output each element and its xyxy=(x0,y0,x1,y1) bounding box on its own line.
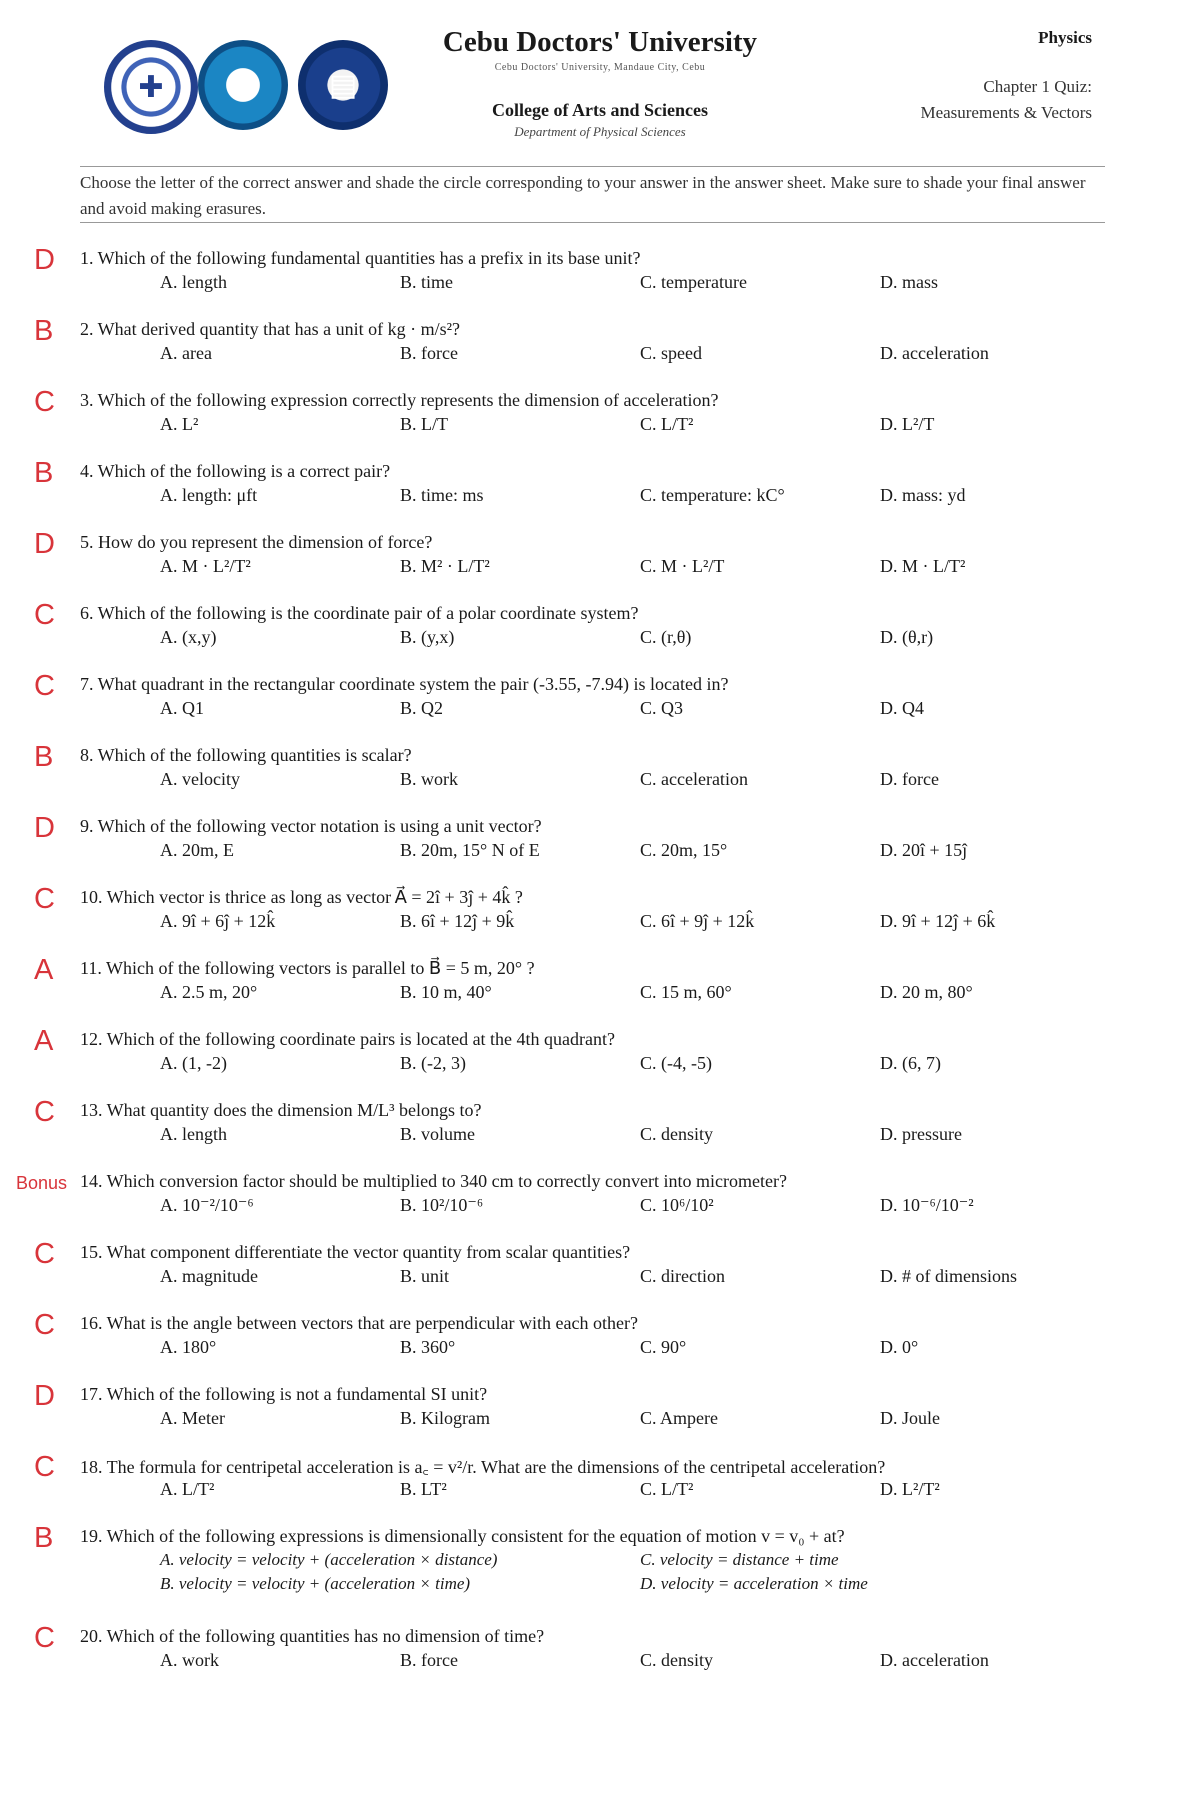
option-d: D. L²/T² xyxy=(880,1479,940,1499)
question-text: 17. Which of the following is not a fundamental SI unit? xyxy=(80,1384,488,1404)
option-a: A. L/T² xyxy=(160,1479,215,1499)
question-item xyxy=(0,664,1200,735)
question-item xyxy=(0,877,1200,948)
question-item xyxy=(0,1303,1200,1374)
option-c: C. (-4, -5) xyxy=(640,1053,712,1073)
question-text: 3. Which of the following expression correctly represents the dimension of acceleration? xyxy=(80,390,719,410)
option-c: C. 15 m, 60° xyxy=(640,982,732,1002)
option-d: D. pressure xyxy=(880,1124,962,1144)
answer-mark: A xyxy=(34,954,54,986)
answer-mark: C xyxy=(34,1096,55,1128)
option-b: B. M² · L/T² xyxy=(400,556,490,576)
option-c: C. 90° xyxy=(640,1337,687,1357)
question-item xyxy=(0,1616,1200,1687)
question-text: 1. Which of the following fundamental quantities has a prefix in its base unit? xyxy=(80,248,641,268)
answer-mark: A xyxy=(34,1025,54,1057)
option-d: D. mass xyxy=(880,272,938,292)
option-b: B. Kilogram xyxy=(400,1408,490,1428)
option-c: C. 20m, 15° xyxy=(640,840,728,860)
subject-label: Physics xyxy=(1038,28,1092,47)
option-c: C. 10⁶/10² xyxy=(640,1195,714,1215)
university-seal-logo xyxy=(104,40,198,134)
question-item xyxy=(0,1232,1200,1303)
question-item xyxy=(0,522,1200,593)
university-address: Cebu Doctors' University, Mandaue City, Cebu xyxy=(494,62,706,73)
answer-mark: C xyxy=(34,386,55,418)
option-a: A. 9î + 6ĵ + 12k̂ xyxy=(160,911,276,931)
university-name: Cebu Doctors' University xyxy=(442,26,758,58)
option-a: A. Q1 xyxy=(160,698,204,718)
college-seal-logo xyxy=(198,40,288,130)
answer-mark: B xyxy=(34,457,54,489)
question-text: 9. Which of the following vector notation is using a unit vector? xyxy=(80,816,542,836)
answer-mark: D xyxy=(34,244,55,276)
answer-mark: C xyxy=(34,1451,55,1483)
option-b: B. 6î + 12ĵ + 9k̂ xyxy=(400,911,515,931)
question-item xyxy=(0,380,1200,451)
answer-mark: C xyxy=(34,1622,55,1654)
question-text: 12. Which of the following coordinate pairs is located at the 4th quadrant? xyxy=(80,1029,616,1049)
question-text: 10. Which vector is thrice as long as vector A⃗ = 2î + 3ĵ + 4k̂ ? xyxy=(80,887,523,907)
option-c: C. (r,θ) xyxy=(640,627,692,647)
option-b: B. time xyxy=(400,272,453,292)
option-a: A. velocity = velocity + (acceleration × distance) xyxy=(160,1550,498,1569)
option-b: B. 20m, 15° N of E xyxy=(400,840,540,860)
option-c: C. L/T² xyxy=(640,1479,694,1499)
option-c: C. 6î + 9ĵ + 12k̂ xyxy=(640,911,755,931)
question-item xyxy=(0,1161,1200,1232)
option-b: B. volume xyxy=(400,1124,475,1144)
option-c: C. temperature xyxy=(640,272,747,292)
seal-emblem-icon: ✚ xyxy=(138,69,164,105)
answer-mark: B xyxy=(34,741,54,773)
question-item xyxy=(0,1019,1200,1090)
question-text: 15. What component differentiate the vector quantity from scalar quantities? xyxy=(80,1242,631,1262)
question-text: 8. Which of the following quantities is scalar? xyxy=(80,745,412,765)
department-name: Department of Physical Sciences xyxy=(514,124,686,139)
option-a: A. velocity xyxy=(160,769,240,789)
option-a: A. 2.5 m, 20° xyxy=(160,982,258,1002)
question-text: 2. What derived quantity that has a unit of kg · m/s²? xyxy=(80,319,460,339)
option-d: D. acceleration xyxy=(880,343,989,363)
divider-bottom xyxy=(80,222,1105,223)
answer-mark: D xyxy=(34,528,55,560)
question-item xyxy=(0,1374,1200,1445)
college-name: College of Arts and Sciences xyxy=(492,100,708,120)
answer-mark: B xyxy=(34,1522,54,1554)
option-b: B. (y,x) xyxy=(400,627,455,647)
question-item xyxy=(0,451,1200,522)
answer-mark: B xyxy=(34,315,54,347)
question-text: 13. What quantity does the dimension M/L³ belongs to? xyxy=(80,1100,482,1120)
question-text: 6. Which of the following is the coordinate pair of a polar coordinate system? xyxy=(80,603,639,623)
option-c: C. Ampere xyxy=(640,1408,718,1428)
option-a: A. length: μft xyxy=(160,485,258,505)
option-a: A. (1, -2) xyxy=(160,1053,227,1073)
answer-mark: C xyxy=(34,1309,55,1341)
question-item xyxy=(0,1445,1200,1516)
question-item xyxy=(0,309,1200,380)
document-header xyxy=(0,0,1200,160)
option-d: D. 10⁻⁶/10⁻² xyxy=(880,1195,974,1215)
option-d: D. 9î + 12ĵ + 6k̂ xyxy=(880,911,996,931)
chapter-line-2: Measurements & Vectors xyxy=(920,103,1092,122)
question-item xyxy=(0,238,1200,309)
option-b: B. L/T xyxy=(400,414,448,434)
seal-book-icon: ▤ xyxy=(328,67,358,103)
option-d: D. (6, 7) xyxy=(880,1053,941,1073)
option-d: D. (θ,r) xyxy=(880,627,934,647)
question-item xyxy=(0,1090,1200,1161)
question-item xyxy=(0,735,1200,806)
question-item xyxy=(0,948,1200,1019)
option-a: A. length xyxy=(160,272,227,292)
option-c: C. Q3 xyxy=(640,698,684,718)
question-text: 11. Which of the following vectors is parallel to B⃗ = 5 m, 20° ? xyxy=(80,958,535,978)
option-d: D. velocity = acceleration × time xyxy=(640,1574,868,1593)
answer-mark: D xyxy=(34,1380,55,1412)
seal-wave-icon: ◐ xyxy=(229,67,257,103)
chapter-title xyxy=(920,74,1092,126)
option-b: B. Q2 xyxy=(400,698,444,718)
department-seal-logo xyxy=(298,40,388,130)
option-d: D. M · L/T² xyxy=(880,556,966,576)
option-b: B. force xyxy=(400,1650,458,1670)
option-c: C. L/T² xyxy=(640,414,694,434)
question-list xyxy=(0,238,1200,1687)
option-b: B. 10²/10⁻⁶ xyxy=(400,1195,484,1215)
question-item xyxy=(0,1516,1200,1616)
answer-mark: C xyxy=(34,1238,55,1270)
option-d: D. mass: yd xyxy=(880,485,966,505)
answer-mark: C xyxy=(34,670,55,702)
option-c: C. temperature: kC° xyxy=(640,485,785,505)
option-a: A. (x,y) xyxy=(160,627,217,647)
option-c: C. density xyxy=(640,1650,714,1670)
answer-mark: C xyxy=(34,883,55,915)
option-d: D. # of dimensions xyxy=(880,1266,1017,1286)
option-c: C. speed xyxy=(640,343,702,363)
divider-top xyxy=(80,166,1105,167)
option-c: C. direction xyxy=(640,1266,725,1286)
option-d: D. L²/T xyxy=(880,414,935,434)
answer-mark: Bonus xyxy=(16,1173,68,1193)
option-a: A. 10⁻²/10⁻⁶ xyxy=(160,1195,254,1215)
chapter-line-1: Chapter 1 Quiz: xyxy=(983,77,1092,96)
question-text: 7. What quadrant in the rectangular coordinate system the pair (-3.55, -7.94) is located in? xyxy=(80,674,729,694)
option-c: C. velocity = distance + time xyxy=(640,1550,839,1569)
question-text: 14. Which conversion factor should be multiplied to 340 cm to correctly convert into micrometer? xyxy=(80,1171,787,1191)
option-b: B. velocity = velocity + (acceleration × time) xyxy=(160,1574,471,1593)
option-a: A. 20m, E xyxy=(160,840,234,860)
answer-mark: C xyxy=(34,599,55,631)
option-c: C. acceleration xyxy=(640,769,748,789)
option-a: A. area xyxy=(160,343,212,363)
answer-mark: D xyxy=(34,812,55,844)
option-b: B. unit xyxy=(400,1266,450,1286)
option-d: D. 20î + 15ĵ xyxy=(880,840,968,860)
option-a: A. 180° xyxy=(160,1337,217,1357)
question-item xyxy=(0,593,1200,664)
option-d: D. 0° xyxy=(880,1337,919,1357)
option-b: B. work xyxy=(400,769,458,789)
question-item xyxy=(0,806,1200,877)
option-a: A. L² xyxy=(160,414,199,434)
option-d: D. 20 m, 80° xyxy=(880,982,973,1002)
question-text: 19. Which of the following expressions is dimensionally consistent for the equation of motion v = v₀ + at? xyxy=(80,1526,845,1546)
option-b: B. force xyxy=(400,343,458,363)
option-b: B. LT² xyxy=(400,1479,447,1499)
option-a: A. work xyxy=(160,1650,219,1670)
option-c: C. M · L²/T xyxy=(640,556,725,576)
question-text: 4. Which of the following is a correct pair? xyxy=(80,461,391,481)
option-b: B. (-2, 3) xyxy=(400,1053,466,1073)
option-b: B. time: ms xyxy=(400,485,484,505)
instructions-text: Choose the letter of the correct answer and shade the circle corresponding to your answer in the answer sheet. Make sure to shade your final answer and avoid making erasures. xyxy=(80,173,1086,218)
option-b: B. 360° xyxy=(400,1337,456,1357)
question-text: 5. How do you represent the dimension of force? xyxy=(80,532,433,552)
option-b: B. 10 m, 40° xyxy=(400,982,492,1002)
option-a: A. M · L²/T² xyxy=(160,556,251,576)
option-d: D. force xyxy=(880,769,939,789)
option-a: A. Meter xyxy=(160,1408,225,1428)
option-c: C. density xyxy=(640,1124,714,1144)
question-text: 20. Which of the following quantities has no dimension of time? xyxy=(80,1626,545,1646)
option-d: D. Joule xyxy=(880,1408,940,1428)
option-a: A. length xyxy=(160,1124,227,1144)
option-d: D. acceleration xyxy=(880,1650,989,1670)
question-text: 18. The formula for centripetal acceleration is a꜀ = v²/r. What are the dimensions of the centripetal acceleration? xyxy=(80,1457,886,1477)
question-text: 16. What is the angle between vectors that are perpendicular with each other? xyxy=(80,1313,638,1333)
option-a: A. magnitude xyxy=(160,1266,258,1286)
option-d: D. Q4 xyxy=(880,698,924,718)
